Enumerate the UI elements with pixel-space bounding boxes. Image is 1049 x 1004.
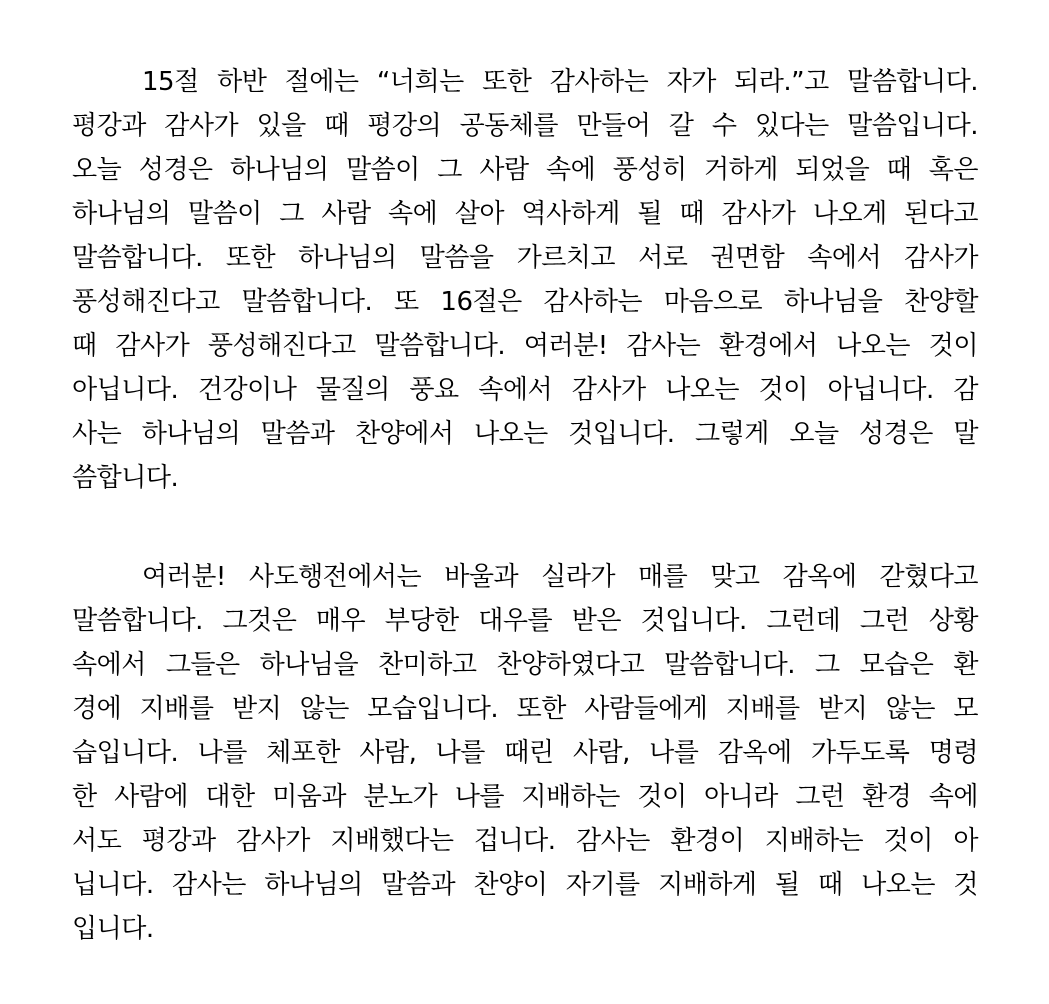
text-line: 말씀합니다. 또한 하나님의 말씀을 가르치고 서로 권면함 속에서 감사가 (72, 243, 978, 273)
text-line: 여러분! 사도행전에서는 바울과 실라가 매를 맞고 감옥에 갇혔다고 (142, 562, 978, 592)
text-line: 15절 하반 절에는 “너희는 또한 감사하는 자가 되라.”고 말씀합니다. (142, 67, 978, 97)
paragraph-2 (72, 555, 978, 951)
text-line: 서도 평강과 감사가 지배했다는 겁니다. 감사는 환경이 지배하는 것이 아 (72, 826, 978, 856)
text-line: 씀합니다. (72, 463, 179, 493)
text-line: 평강과 감사가 있을 때 평강의 공동체를 만들어 갈 수 있다는 말씀입니다. (72, 111, 978, 141)
paragraph-spacer (72, 500, 978, 555)
text-line: 습입니다. 나를 체포한 사람, 나를 때린 사람, 나를 감옥에 가두도록 명령 (72, 738, 978, 768)
text-line: 입니다. (72, 914, 154, 944)
document-body (72, 60, 978, 951)
text-line: 오늘 성경은 하나님의 말씀이 그 사람 속에 풍성히 거하게 되었을 때 혹은 (72, 155, 978, 185)
text-line: 하나님의 말씀이 그 사람 속에 살아 역사하게 될 때 감사가 나오게 된다고 (72, 199, 978, 229)
text-line: 풍성해진다고 말씀합니다. 또 16절은 감사하는 마음으로 하나님을 찬양할 (72, 287, 978, 317)
text-line: 말씀합니다. 그것은 매우 부당한 대우를 받은 것입니다. 그런데 그런 상황 (72, 606, 978, 636)
text-line: 닙니다. 감사는 하나님의 말씀과 찬양이 자기를 지배하게 될 때 나오는 것 (72, 870, 978, 900)
text-line: 아닙니다. 건강이나 물질의 풍요 속에서 감사가 나오는 것이 아닙니다. 감 (72, 375, 978, 405)
text-line: 때 감사가 풍성해진다고 말씀합니다. 여러분! 감사는 환경에서 나오는 것이 (72, 331, 978, 361)
text-line: 사는 하나님의 말씀과 찬양에서 나오는 것입니다. 그렇게 오늘 성경은 말 (72, 419, 978, 449)
text-line: 한 사람에 대한 미움과 분노가 나를 지배하는 것이 아니라 그런 환경 속에 (72, 782, 978, 812)
paragraph-1 (72, 60, 978, 500)
text-line: 경에 지배를 받지 않는 모습입니다. 또한 사람들에게 지배를 받지 않는 모 (72, 694, 978, 724)
text-line: 속에서 그들은 하나님을 찬미하고 찬양하였다고 말씀합니다. 그 모습은 환 (72, 650, 978, 680)
